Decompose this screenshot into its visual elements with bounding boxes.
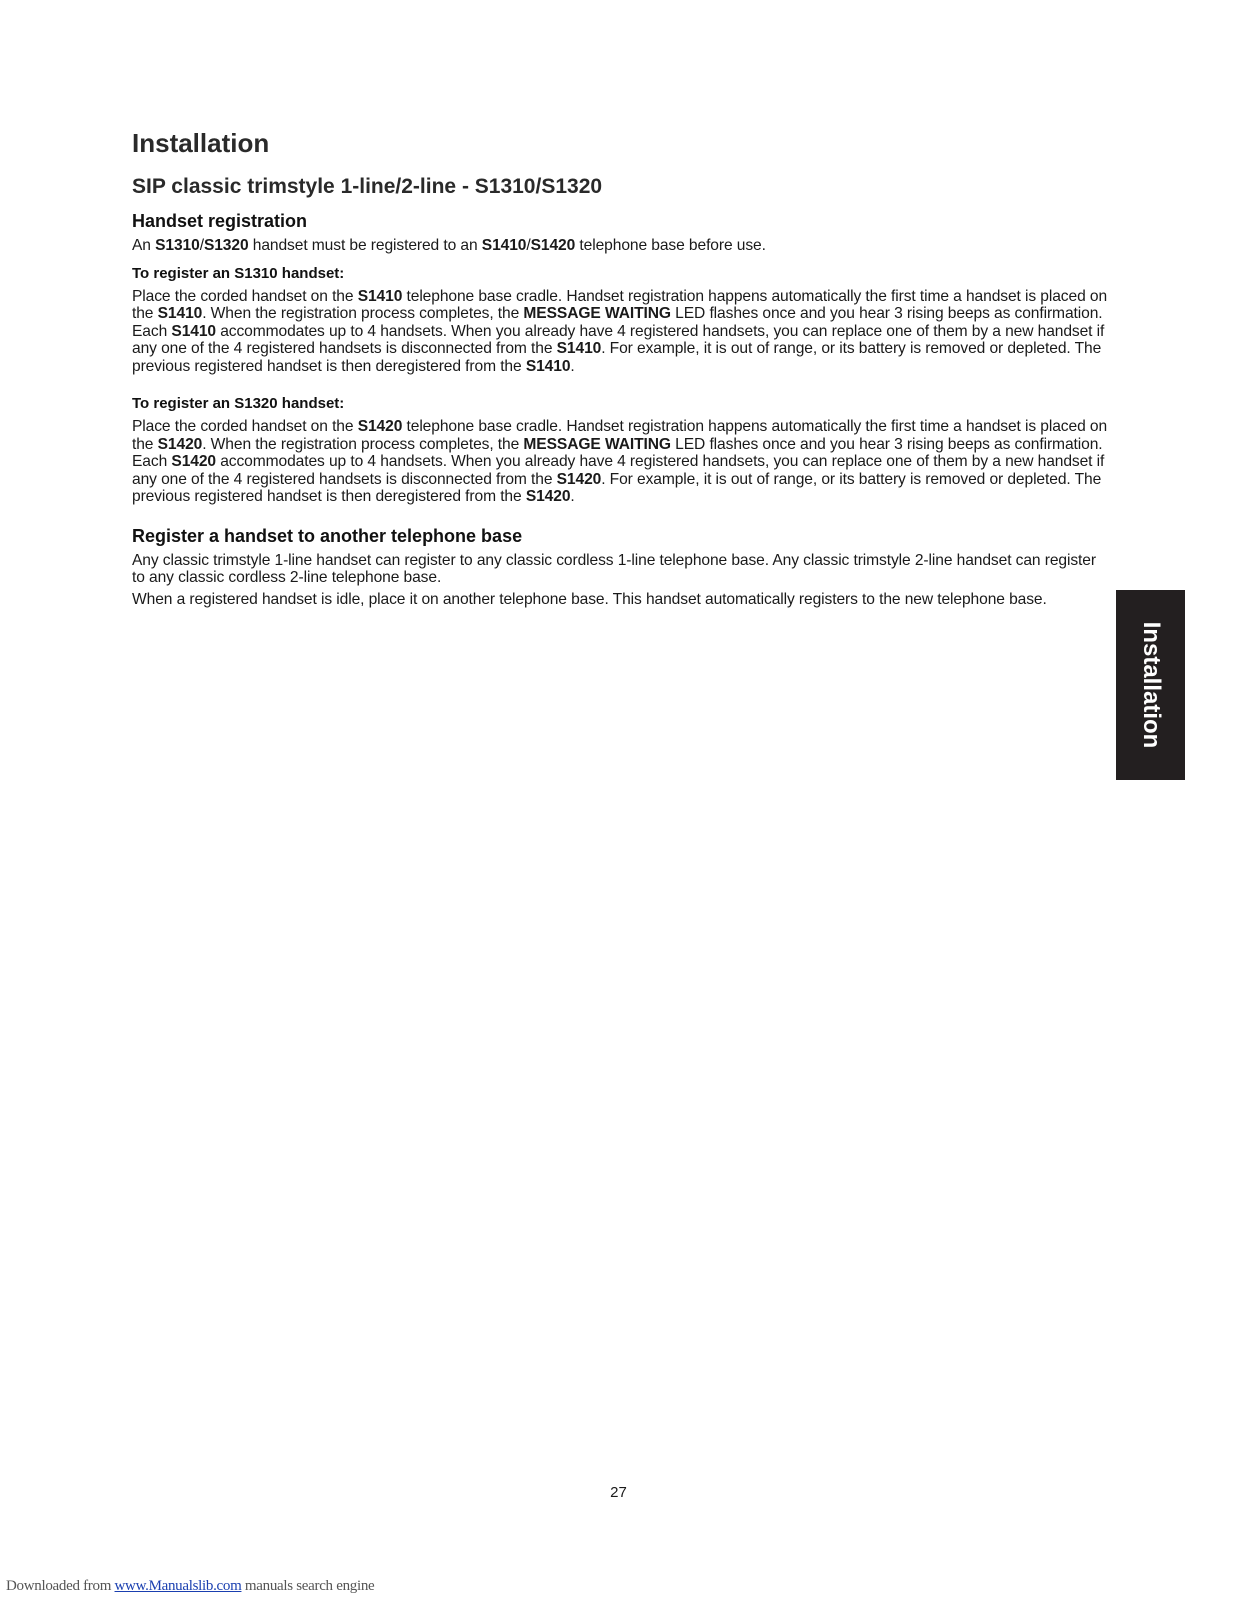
bold-term: MESSAGE WAITING <box>523 435 671 453</box>
register-s1310-paragraph: Place the corded handset on the S1410 telephone base cradle. Handset registration happens automatically the first time a handset is placed on the S1410. When the registration process completes, the MESSAGE WAITING LED flashes once and you hear 3 rising beeps as confirmation. Each S1410 accommodates up to 4 handsets. When you already have 4 registered handsets, you can replace one of them by a new handset if any one of the 4 registered handsets is disconnected from the S1410. For example, it is out of range, or its battery is removed or depleted. The previous registered handset is then deregistered from the S1410. <box>132 287 1108 375</box>
bold-term: S1410 <box>556 340 602 357</box>
bold-term: MESSAGE WAITING <box>523 305 671 322</box>
bold-term: S1420 <box>530 237 576 254</box>
subheading-register-s1320: To register an S1320 handset: <box>132 395 345 412</box>
bold-term: S1410 <box>525 357 571 375</box>
page-number: 27 <box>610 1484 627 1501</box>
section-heading-register-another: Register a handset to another telephone base <box>132 525 523 546</box>
bold-term: S1420 <box>157 435 203 453</box>
footer-prefix: Downloaded from <box>6 1578 115 1594</box>
section-heading-handset-registration: Handset registration <box>132 211 308 231</box>
bold-term: S1320 <box>203 237 249 254</box>
bold-term: S1420 <box>171 453 216 470</box>
footer-link[interactable]: www.Manualslib.com <box>114 1578 242 1594</box>
page-title: Installation <box>132 128 270 158</box>
bold-term: S1310 <box>155 237 200 254</box>
footer-suffix: manuals search engine <box>241 1578 375 1594</box>
bold-term: S1420 <box>357 418 403 435</box>
section-side-tab <box>1116 590 1185 780</box>
bold-term: S1410 <box>357 287 403 305</box>
bold-term: S1420 <box>556 470 602 488</box>
handset-registration-intro: An S1310/S1320 handset must be registered to an S1410/S1420 telephone base before use. <box>132 237 766 254</box>
bold-term: S1410 <box>481 237 527 254</box>
page-subtitle: SIP classic trimstyle 1-line/2-line - S1310/S1320 <box>132 175 603 198</box>
side-tab-label: Installation <box>1137 621 1165 749</box>
subheading-register-s1310: To register an S1310 handset: <box>132 264 345 282</box>
bold-term: S1410 <box>171 322 216 340</box>
bold-term: S1410 <box>157 305 203 322</box>
bold-term: S1420 <box>525 488 571 505</box>
register-another-paragraph-2: When a registered handset is idle, place it on another telephone base. This handset automatically registers to the new telephone base. <box>132 590 1047 608</box>
download-footer <box>6 1578 374 1595</box>
register-another-paragraph-1: Any classic trimstyle 1-line handset can register to any classic cordless 1-line telephone base. Any classic trimstyle 2-line handset can register to any classic cordless 2-line telephone base. <box>132 551 1096 586</box>
page-content <box>132 128 1112 608</box>
register-s1320-paragraph: Place the corded handset on the S1420 telephone base cradle. Handset registration happens automatically the first time a handset is placed on the S1420. When the registration process completes, the MESSAGE WAITING LED flashes once and you hear 3 rising beeps as confirmation. Each S1420 accommodates up to 4 handsets. When you already have 4 registered handsets, you can replace one of them by a new handset if any one of the 4 registered handsets is disconnected from the S1420. For example, it is out of range, or its battery is removed or depleted. The previous registered handset is then deregistered from the S1420. <box>132 418 1108 505</box>
